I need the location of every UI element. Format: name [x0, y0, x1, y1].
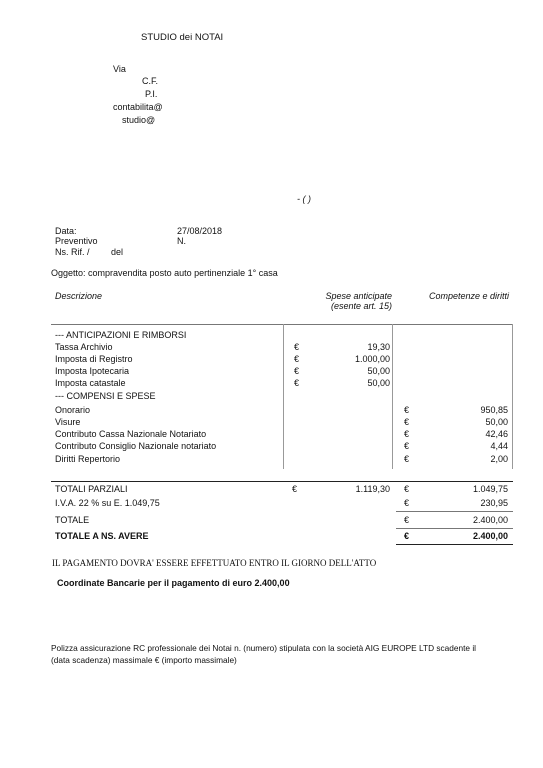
data-label: Data:: [55, 226, 77, 236]
currency-symbol: €: [294, 366, 300, 376]
totali-parziali-label: TOTALI PARZIALI: [55, 484, 128, 494]
data-value: 27/08/2018: [177, 226, 223, 236]
email-contabilita: contabilita@: [113, 102, 163, 112]
anticipazione-label: Imposta Ipotecaria: [55, 366, 130, 376]
totale-amount: 2.400,00: [472, 515, 508, 525]
totale-avere-label: TOTALE A NS. AVERE: [55, 531, 149, 541]
anticipazione-label: Tassa Archivio: [55, 342, 113, 352]
compenso-amount: 4,44: [490, 441, 508, 451]
address-via: Via: [113, 64, 126, 74]
compenso-label: Onorario: [55, 405, 91, 415]
col-header-esente: (esente art. 15): [330, 301, 392, 311]
totali-parziali-spese: 1.119,30: [355, 484, 390, 494]
totale-label: TOTALE: [55, 515, 90, 525]
ns-rif-label: Ns. Rif. /: [55, 247, 90, 257]
avere-bottom-rule: [396, 544, 513, 545]
currency-symbol: €: [404, 531, 410, 541]
compenso-amount: 50,00: [485, 417, 508, 427]
currency-symbol: €: [404, 515, 410, 525]
currency-symbol: €: [294, 378, 300, 388]
compenso-label: Contributo Cassa Nazionale Notariato: [55, 429, 207, 439]
currency-symbol: €: [292, 484, 298, 494]
oggetto: Oggetto: compravendita posto auto pertinenziale 1° casa: [51, 268, 278, 278]
compenso-amount: 2,00: [490, 454, 508, 464]
city-date-line: - ( ): [297, 194, 311, 204]
compenso-label: Diritti Repertorio: [55, 454, 121, 464]
anticipazione-amount: 50,00: [367, 378, 390, 388]
section-compensi: --- COMPENSI E SPESE: [55, 391, 156, 401]
totals-top-rule: [51, 481, 513, 482]
currency-symbol: €: [294, 354, 300, 364]
payment-notice: IL PAGAMENTO DOVRA' ESSERE EFFETTUATO ENTRO IL GIORNO DELL'ATTO: [52, 558, 377, 568]
partita-iva: P.I.: [145, 89, 158, 99]
anticipazione-amount: 19,30: [367, 342, 390, 352]
anticipazione-amount: 1.000,00: [354, 354, 390, 364]
currency-symbol: €: [404, 484, 410, 494]
polizza-line-2: (data scadenza) massimale € (importo massimale): [51, 655, 237, 665]
compenso-label: Visure: [55, 417, 81, 427]
codice-fiscale: C.F.: [142, 76, 159, 86]
currency-symbol: €: [404, 498, 410, 508]
table-top-rule: [51, 324, 513, 325]
currency-symbol: €: [404, 405, 410, 415]
preventivo-label: Preventivo: [55, 236, 98, 246]
col-header-competenze: Competenze e diritti: [428, 291, 509, 301]
currency-symbol: €: [294, 342, 300, 352]
col-divider-3: [512, 324, 513, 469]
anticipazione-label: Imposta catastale: [55, 378, 126, 388]
section-anticipazioni: --- ANTICIPAZIONI E RIMBORSI: [55, 330, 187, 340]
bank-coordinates: Coordinate Bancarie per il pagamento di euro 2.400,00: [57, 578, 290, 588]
anticipazione-amount: 50,00: [367, 366, 390, 376]
email-studio: studio@: [122, 115, 156, 125]
col-divider-2: [392, 324, 393, 469]
totale-rule: [396, 511, 513, 512]
totale-avere-amount: 2.400,00: [472, 531, 508, 541]
polizza-line-1: Polizza assicurazione RC professionale dei Notai n. (numero) stipulata con la società AIG EUROPE LTD scadente il: [51, 643, 477, 653]
del-label: del: [111, 247, 124, 257]
anticipazione-label: Imposta di Registro: [55, 354, 133, 364]
avere-rule: [396, 528, 513, 529]
currency-symbol: €: [404, 429, 410, 439]
currency-symbol: €: [404, 417, 410, 427]
currency-symbol: €: [404, 441, 410, 451]
compenso-amount: 950,85: [480, 405, 508, 415]
compenso-amount: 42,46: [485, 429, 508, 439]
studio-name: STUDIO dei NOTAI: [141, 32, 224, 43]
compenso-label: Contributo Consiglio Nazionale notariato: [55, 441, 217, 451]
totali-parziali-competenze: 1.049,75: [472, 484, 508, 494]
col-divider-1: [283, 324, 284, 469]
col-header-descrizione: Descrizione: [55, 291, 103, 301]
currency-symbol: €: [404, 454, 410, 464]
iva-amount: 230,95: [480, 498, 508, 508]
preventivo-number: N.: [177, 236, 186, 246]
col-header-spese: Spese anticipate: [325, 291, 392, 301]
iva-label: I.V.A. 22 % su E. 1.049,75: [55, 498, 160, 508]
